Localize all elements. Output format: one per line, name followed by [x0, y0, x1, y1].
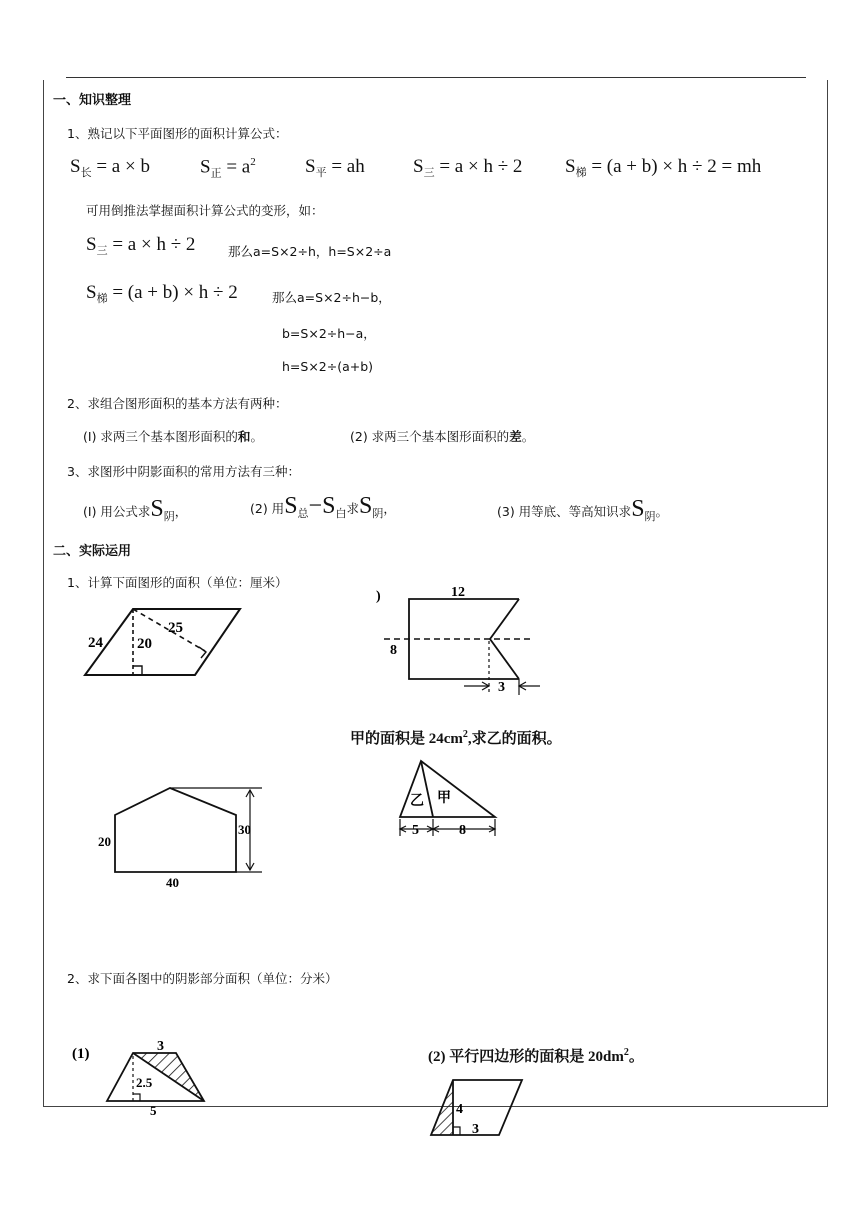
inverse-intro: 可用倒推法掌握面积计算公式的变形，如： [86, 203, 324, 218]
parallelogram-height-label: 20 [137, 636, 152, 652]
trapezoid-inverse-a: 那么a=S×2÷h−b， [272, 290, 391, 305]
item3-method-equal-base: (3) 用等底、等高知识求$S_阴$。 [497, 496, 669, 524]
item2-text: 2、求组合图形面积的基本方法有两种： [67, 396, 288, 411]
trapezoid-bottom-label: 5 [150, 1103, 157, 1118]
house-left-label: 20 [98, 834, 111, 849]
item3-method-subtract: (2) 用$S_总-S_白$求$S_阴$， [250, 493, 396, 521]
item2-method-difference: (2) 求两三个基本图形面积的差。 [350, 429, 535, 444]
trapezoid-height-label: 2.5 [136, 1075, 153, 1090]
q2-text: 2、求下面各图中的阴影部分面积（单位：分米） [67, 971, 338, 986]
house-right-label: 30 [238, 822, 251, 837]
notched-left-label: 8 [390, 643, 397, 658]
triangle-base2-label: 8 [459, 823, 466, 838]
q1-text: 1、计算下面图形的面积（单位：厘米） [67, 575, 288, 590]
formula-trapezoid: $S_梯 = (a + b) \times h \div 2$ = mh [565, 156, 762, 179]
section2-heading: 二、实际运用 [53, 544, 132, 559]
item3-method-formula: (I) 用公式求$S_阴$， [83, 496, 188, 524]
triangle-formula: $S_三 = a \times h \div 2$ [86, 234, 196, 257]
notched-top-label: 12 [451, 585, 465, 600]
parallelogram2-base-label: 3 [472, 1122, 479, 1137]
notched-bottom-label: 3 [498, 680, 505, 695]
triangle-base1-label: 5 [412, 823, 419, 838]
trapezoid-formula: $S_梯 = (a + b) \times h \div 2$ [86, 282, 238, 305]
formula-parallelogram: $S_平$ = ah [305, 156, 365, 179]
parallelogram-diagonal-label: 25 [168, 620, 183, 636]
parallelogram-side-label: 24 [88, 635, 103, 651]
triangle-problem-text: 甲的面积是 $24cm^2$,求乙的面积。 [350, 729, 562, 747]
parallelogram2-height-label: 4 [456, 1102, 463, 1117]
triangle-inverse: 那么a=S×2÷h，h=S×2÷a [228, 244, 392, 259]
triangle-yi-label: 乙 [410, 794, 424, 809]
formula-square: $S_正 = a^2$ [200, 156, 256, 180]
triangle-jia-label: 甲 [437, 791, 451, 806]
notched-paren-label: ) [376, 589, 381, 604]
trapezoid-problem-label: (1) [72, 1046, 90, 1062]
trapezoid-inverse-b: b=S×2÷h−a， [282, 326, 376, 341]
item1-text: 1、熟记以下平面图形的面积计算公式： [67, 126, 288, 141]
formula-rectangle: $S_长 = a \times b$ [70, 156, 150, 179]
item2-method-sum: (I) 求两三个基本图形面积的和。 [83, 429, 263, 444]
house-bottom-label: 40 [166, 875, 179, 890]
section1-heading: 一、知识整理 [53, 93, 132, 108]
formula-triangle: $S_三 = a \times h \div 2$ [413, 156, 523, 179]
parallelogram2-problem-text: (2) 平行四边形的面积是 $20dm^2$。 [428, 1047, 644, 1065]
trapezoid-inverse-h: h=S×2÷(a+b) [282, 359, 374, 374]
item3-text: 3、求图形中阴影面积的常用方法有三种： [67, 464, 300, 479]
trapezoid-top-label: 3 [157, 1039, 164, 1054]
